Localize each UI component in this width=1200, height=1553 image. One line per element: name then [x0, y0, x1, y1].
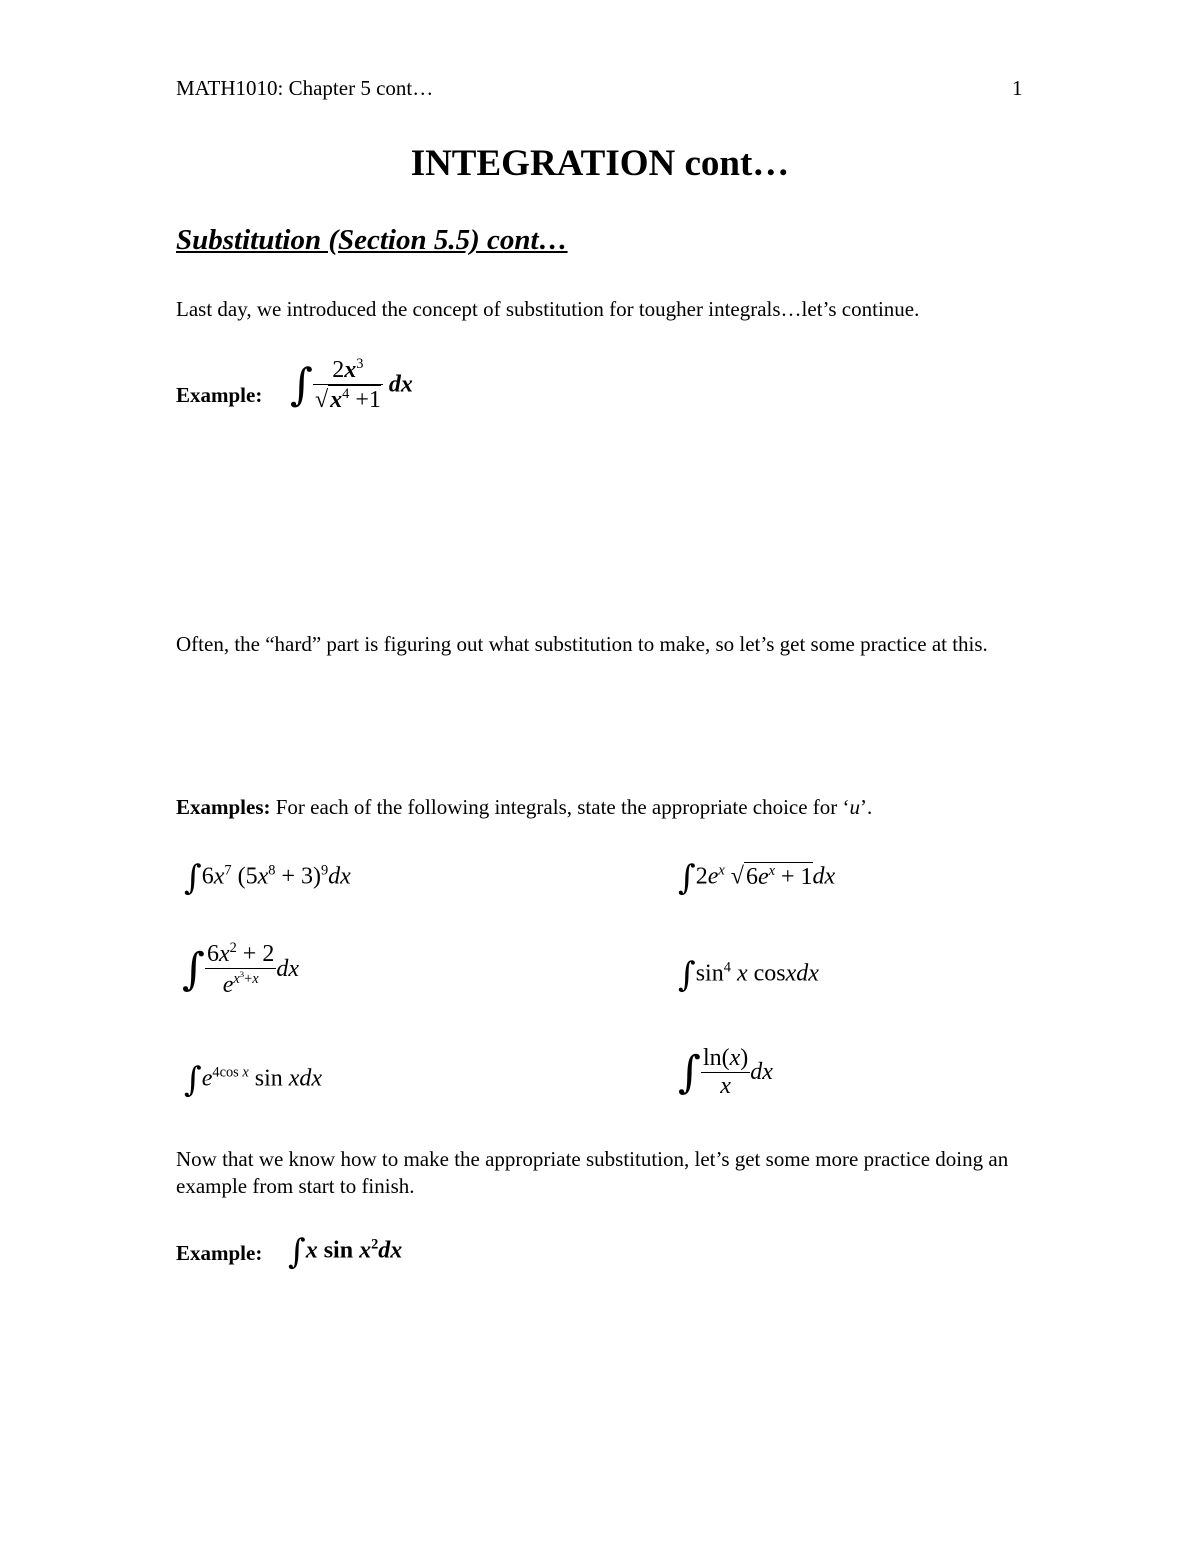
integral-a: $\int 6x^7$ $(5x^8 + 3)^9dx$ [184, 858, 351, 898]
section-heading: Substitution (Section 5.5) cont… [176, 224, 568, 256]
examples-instruction-var: u [849, 795, 861, 819]
running-header: MATH1010: Chapter 5 cont… [176, 76, 434, 100]
example-label: Example: [176, 383, 263, 407]
integral-b: $\int 2e^x$ $√6e^x + 1dx$ [678, 858, 836, 898]
examples-label: Examples: [176, 795, 271, 819]
intro-paragraph: Last day, we introduced the concept of substitution for tougher integrals…let’s continue. [176, 297, 920, 321]
example-label-2: Example: [176, 1241, 263, 1265]
example-integral-2: ∫x $\sin x^2dx$ [288, 1232, 403, 1272]
examples-instruction-text: For each of the following integrals, state the appropriate choice for ‘ [270, 795, 850, 819]
example-integral-1: ∫ $\frac{2x^3}{√x^4 +1}$ dx [290, 356, 413, 413]
page-number: 1 [1012, 76, 1023, 100]
integral-c: ∫ $\frac{6x^2 + 2}{e^{x^3+x}}$ dx [182, 940, 299, 998]
examples-instruction-end: ’. [860, 795, 873, 819]
hard-part-paragraph: Often, the “hard” part is figuring out what substitution to make, so let’s get some practice at this. [176, 632, 988, 656]
integral-d: $\int\sin^4$ x cosxdx [678, 955, 819, 995]
now-paragraph: Now that we know how to make the appropriate substitution, let’s get some more practice doing an example from start to finish. [176, 1147, 1009, 1198]
integral-e: $\int e^{4cos x}$ sin xdx [184, 1060, 323, 1100]
examples-instruction [176, 794, 872, 821]
page-title: INTEGRATION cont… [410, 143, 790, 184]
integral-f: ∫ $\frac{\ln(x)}{x}$ dx [678, 1045, 773, 1099]
